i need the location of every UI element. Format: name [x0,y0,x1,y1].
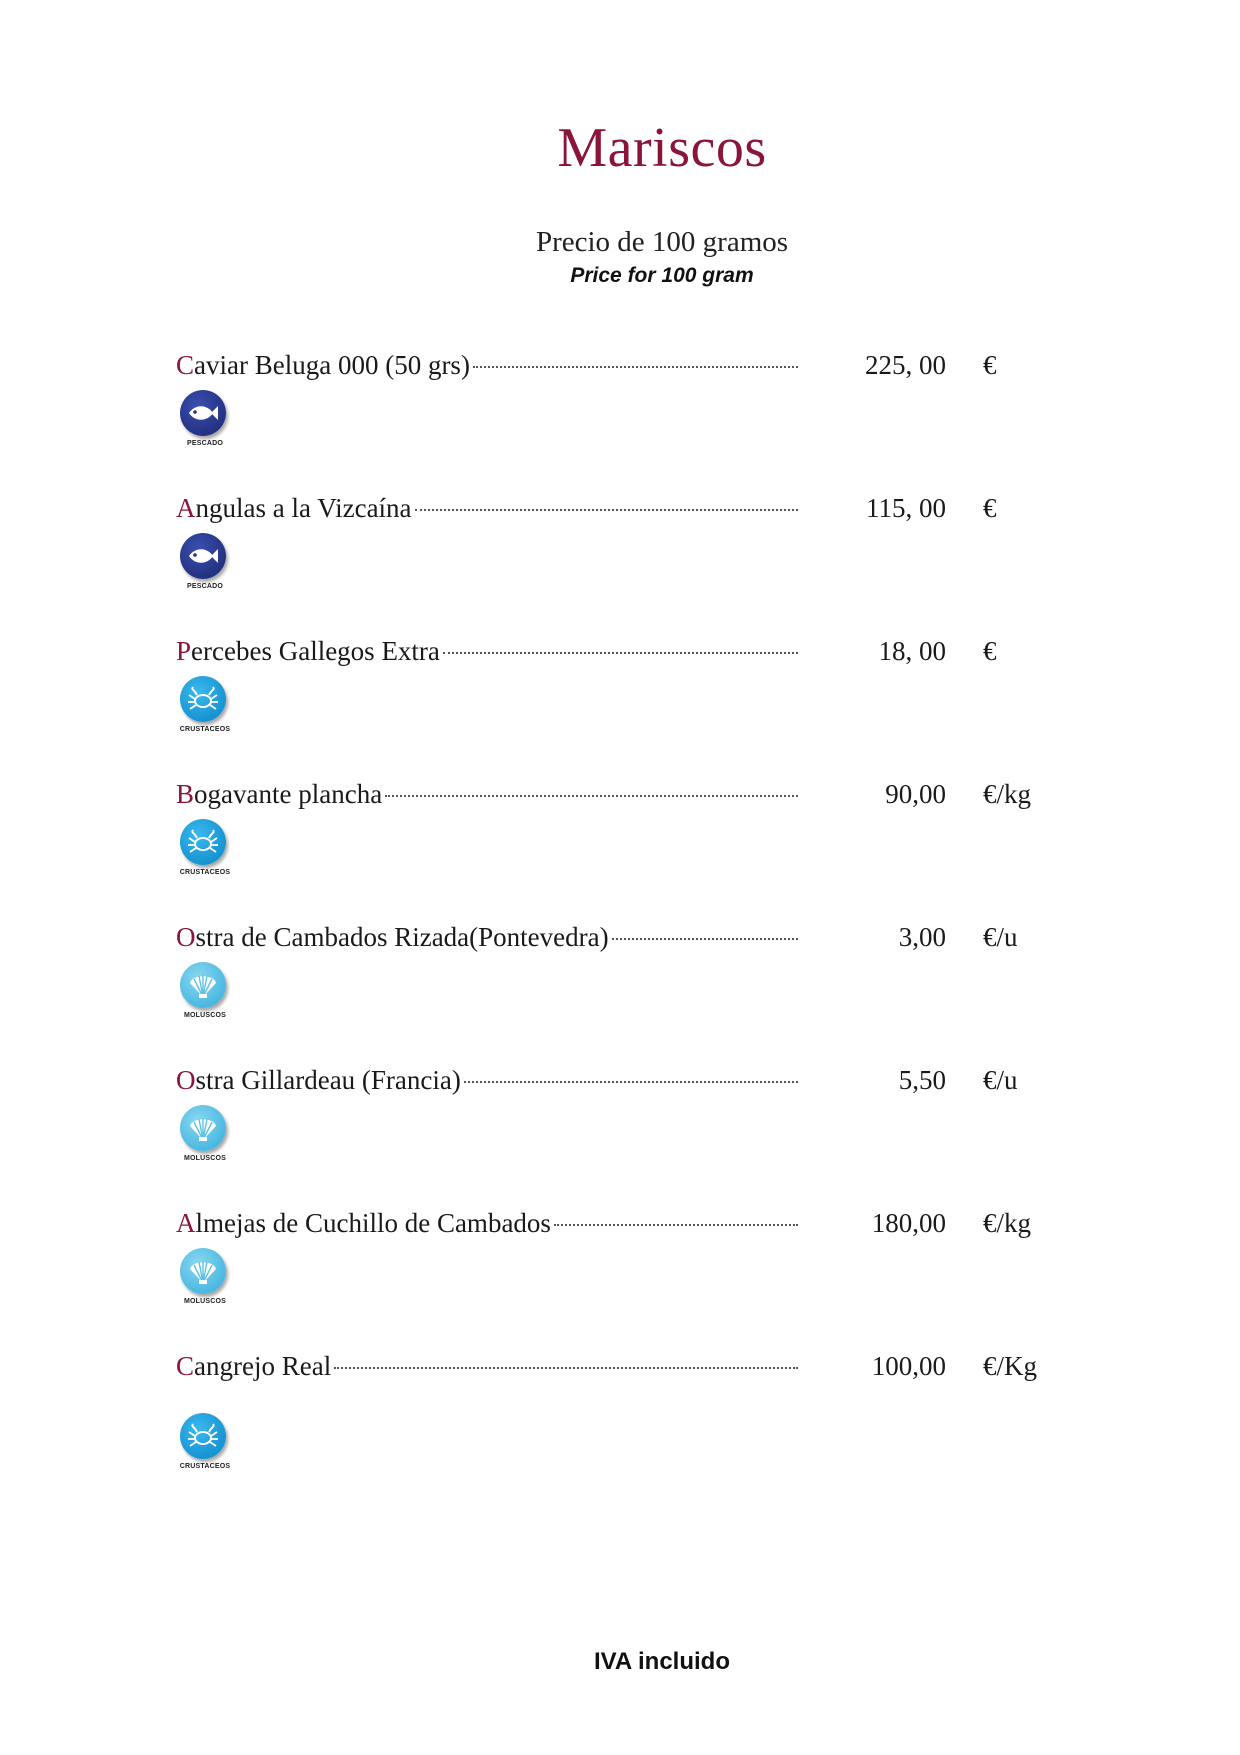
item-unit: € [983,636,997,666]
badge-label: PESCADO [186,440,224,447]
item-name [176,1208,798,1244]
badge-label: MOLUSCOS [183,1155,227,1162]
item-price: 18, 00 [878,636,946,666]
item-price: 90,00 [885,779,946,809]
item-name [176,636,798,672]
item-name-text: ercebes Gallegos Extra [191,636,440,666]
badge-label: MOLUSCOS [183,1298,227,1305]
fish-icon [180,390,226,436]
item-unit: €/kg [983,1208,1032,1238]
badge-label: MOLUSCOS [183,1012,227,1019]
price-note: Precio de 100 gramos [535,226,789,258]
item-name-text: stra de Cambados Rizada(Pontevedra) [195,922,609,952]
badge-label: CRUSTACEOS [179,726,231,733]
dot-leader [415,509,798,511]
vat-note: IVA incluido [594,1648,730,1675]
menu-item [176,1065,1076,1195]
item-unit: € [983,350,997,380]
price-note-english: Price for 100 gram [570,264,754,287]
item-price: 115, 00 [866,493,946,523]
dot-leader [385,795,798,797]
item-name-text: ngulas a la Vizcaína [195,493,412,523]
item-unit: €/kg [983,779,1032,809]
item-price: 100,00 [871,1351,946,1381]
menu-item [176,1208,1076,1338]
category-badge [176,390,234,454]
menu-item [176,922,1076,1052]
item-price: 3,00 [898,922,946,952]
item-name [176,1351,798,1387]
item-name [176,1065,798,1101]
item-name [176,350,798,386]
menu-item [176,779,1076,909]
item-initial: O [176,922,196,952]
dot-leader [473,366,798,368]
menu-item [176,493,1076,623]
dot-leader [464,1081,798,1083]
category-badge [176,962,234,1026]
fish-icon [180,533,226,579]
item-price: 225, 00 [865,350,946,380]
crab-icon [180,676,226,722]
item-name-text: aviar Beluga 000 (50 grs) [194,350,470,380]
item-unit: € [983,493,997,523]
item-initial: C [176,1351,195,1381]
badge-label: CRUSTACEOS [179,869,231,876]
item-price: 5,50 [898,1065,946,1095]
item-unit: €/u [983,1065,1018,1095]
item-name [176,922,798,958]
item-unit: €/u [983,922,1018,952]
menu-item [176,350,1076,480]
item-initial: P [176,636,192,666]
item-name [176,779,798,815]
item-initial: B [176,779,195,809]
category-badge [176,533,234,597]
dot-leader [443,652,798,654]
item-name-text: angrejo Real [194,1351,332,1381]
shell-icon [180,962,226,1008]
page-title: Mariscos [557,117,767,179]
item-price: 180,00 [871,1208,946,1238]
dot-leader [334,1367,798,1369]
item-name-text: lmejas de Cuchillo de Cambados [195,1208,551,1238]
category-badge [176,676,234,740]
category-badge [176,1105,234,1169]
menu-item [176,1351,1076,1481]
badge-label: CRUSTACEOS [179,1463,231,1470]
crab-icon [180,1413,226,1459]
category-badge [176,819,234,883]
category-badge [176,1413,234,1477]
shell-icon [180,1248,226,1294]
dot-leader [554,1224,798,1226]
item-name-text: stra Gillardeau (Francia) [195,1065,461,1095]
dot-leader [612,938,798,940]
item-initial: A [176,493,196,523]
shell-icon [180,1105,226,1151]
item-initial: C [176,350,195,380]
item-name [176,493,798,529]
item-name-text: ogavante plancha [194,779,383,809]
item-unit: €/Kg [983,1351,1037,1381]
item-initial: O [176,1065,196,1095]
item-initial: A [176,1208,196,1238]
menu-item [176,636,1076,766]
category-badge [176,1248,234,1312]
badge-label: PESCADO [186,583,224,590]
crab-icon [180,819,226,865]
